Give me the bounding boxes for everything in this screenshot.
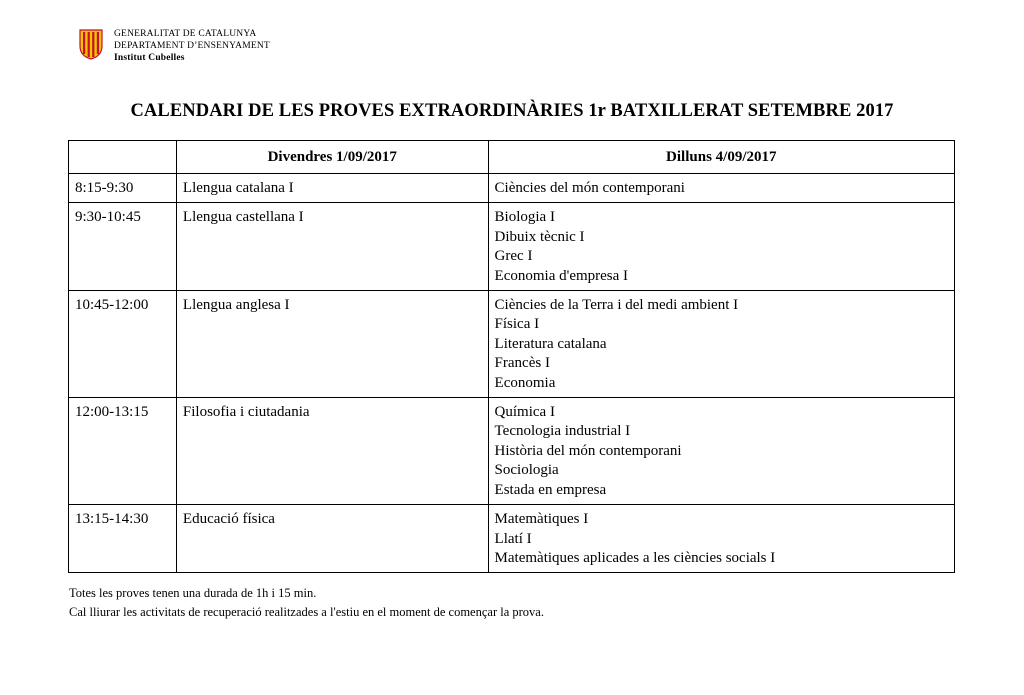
footnotes [69,584,544,622]
time-slot-cell: 12:00-13:15 [69,398,177,505]
subject-item: Física I [494,316,540,333]
subject-item: Tecnologia industrial I [494,423,631,440]
subject-item: Estada en empresa [494,481,607,498]
subject-item: Matemàtiques I [494,511,589,528]
table-row [69,398,955,505]
day2-subjects-cell [488,398,954,505]
subject-item: Economia [494,374,556,391]
subject-item: Literatura catalana [494,335,607,352]
subject-item: Ciències del món contemporani [494,180,685,196]
subject-item: Matemàtiques aplicades a les ciències socials I [494,549,776,566]
time-slot-cell: 13:15-14:30 [69,505,177,573]
organization-block [114,28,270,64]
senyera-shield-icon [78,28,104,60]
department-name: DEPARTAMENT D’ENSENYAMENT [114,41,270,51]
day2-subjects-cell [488,505,954,573]
exam-calendar-table [68,140,955,573]
footnote-duration: Totes les proves tenen una durada de 1h i 15 min. [69,586,317,600]
column-header-day1: Divendres 1/09/2017 [176,141,488,174]
day1-subjects-cell [176,174,488,203]
document-header [78,28,270,64]
footnote-activities: Cal lliurar les activitats de recuperació realitzades a l'estiu en el moment de començar la prova. [69,605,544,619]
subject-item: Economia d'empresa I [494,267,629,284]
subject-item: Sociologia [494,462,559,479]
subject-item: Llatí I [494,530,532,547]
time-slot-cell: 10:45-12:00 [69,291,177,398]
day2-subjects-cell [488,291,954,398]
table-header-row [69,141,955,174]
column-header-time [69,141,177,174]
day2-subjects-cell [488,203,954,291]
table-row [69,203,955,291]
subject-item: Llengua anglesa I [182,297,290,314]
table-body [69,174,955,573]
org-name: GENERALITAT DE CATALUNYA [114,29,257,39]
subject-item: Llengua castellana I [182,209,304,226]
subject-item: Francès I [494,355,550,372]
time-slot-cell: 9:30-10:45 [69,203,177,291]
time-slot-cell: 8:15-9:30 [69,174,177,203]
subject-item: Ciències de la Terra i del medi ambient I [494,297,739,314]
subject-item: Grec I [494,248,533,265]
column-header-day2: Dilluns 4/09/2017 [488,141,954,174]
page-title: CALENDARI DE LES PROVES EXTRAORDINÀRIES 1r BATXILLERAT SETEMBRE 2017 [130,101,894,121]
subject-item: Filosofia i ciutadania [182,404,310,421]
day1-subjects-cell [176,505,488,573]
table-row [69,291,955,398]
day1-subjects-cell [176,398,488,505]
subject-item: Biologia I [494,209,555,226]
day1-subjects-cell [176,291,488,398]
subject-item: Llengua catalana I [182,180,294,196]
table-row [69,174,955,203]
day2-subjects-cell [488,174,954,203]
subject-item: Educació física [182,511,275,528]
subject-item: Dibuix tècnic I [494,228,585,245]
subject-item: Història del món contemporani [494,442,682,459]
day1-subjects-cell [176,203,488,291]
school-name: Institut Cubelles [114,53,185,63]
subject-item: Química I [494,404,555,421]
table-row [69,505,955,573]
